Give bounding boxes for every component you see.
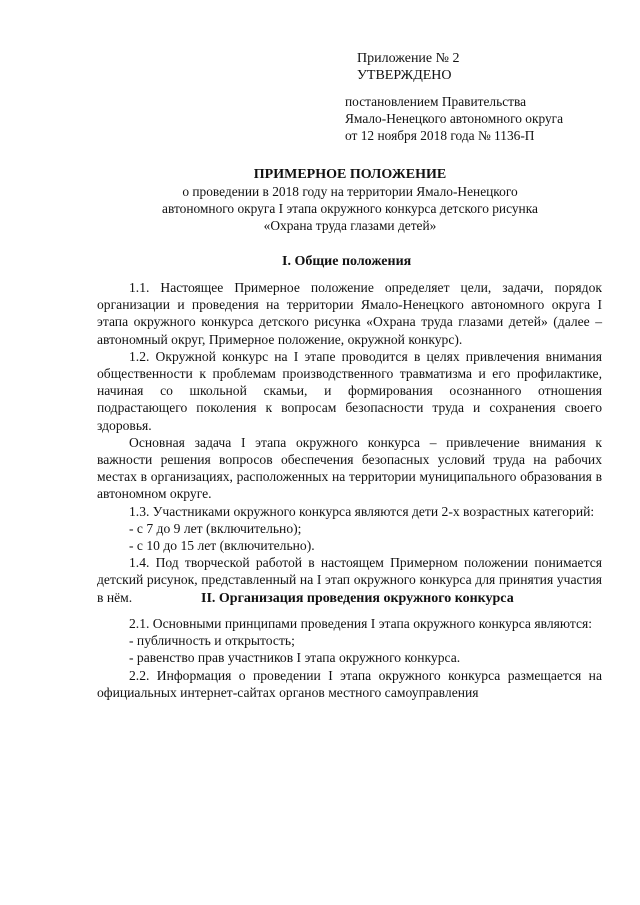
- paragraph-main-task: Основная задача I этапа окружного конкурса – привлечение внимания к важности решения вопросов обеспечения безопасных условий труда на рабочих местах в организациях, расположенных на территории муниципального образования в автономном округе.: [97, 434, 602, 502]
- list-item: - с 10 до 15 лет (включительно).: [129, 538, 315, 554]
- paragraph-2-2: 2.2. Информация о проведении I этапа окружного конкурса размещается на официальных интернет-сайтах органов местного самоуправления: [97, 667, 602, 700]
- approved-stamp: УТВЕРЖДЕНО: [357, 68, 452, 83]
- decree-line: постановлением Правительства: [345, 94, 527, 109]
- document-title: [100, 166, 600, 234]
- paragraph-1-2: 1.2. Окружной конкурс на I этапе проводится в целях привлечения внимания общественности к проблемам производственного травматизма и его профилактике, начиная со школьной скамьи, и формирования осознанного отношения подрастающего поколения к вопросам безопасности труда и сохранения своего здоровья.: [97, 348, 602, 433]
- appendix-number: Приложение № 2: [357, 51, 460, 66]
- title-line: «Охрана труда глазами детей»: [263, 218, 437, 233]
- decree-line: от 12 ноября 2018 года № 1136-П: [345, 128, 535, 143]
- paragraph-2-1: 2.1. Основными принципами проведения I этапа окружного конкурса являются:: [129, 616, 593, 631]
- section-1-heading: I. Общие положения: [282, 254, 412, 269]
- section-1-body: [97, 279, 602, 606]
- title-main: ПРИМЕРНОЕ ПОЛОЖЕНИЕ: [253, 167, 447, 182]
- list-item: - публичность и открытость;: [129, 633, 295, 649]
- decree-reference: [345, 93, 563, 144]
- paragraph-1-1: 1.1. Настоящее Примерное положение определяет цели, задачи, порядок организации и проведения на территории Ямало-Ненецкого автономного округа I этапа окружного конкурса детского рисунка «Охрана труда глазами детей» (далее – автономный округ, Примерное положение, окружной конкурс).: [97, 280, 602, 347]
- paragraph-1-4: 1.4. Под творческой работой в настоящем Примерном положении понимается детский рисунок, представленный на I этап окружного конкурса для принятия участия в нём.: [97, 555, 602, 605]
- appendix-header: [357, 50, 460, 84]
- list-item: - с 7 до 9 лет (включительно);: [129, 520, 302, 536]
- section-2-body: [97, 615, 602, 701]
- title-line: автономного округа I этапа окружного конкурса детского рисунка: [162, 201, 538, 216]
- paragraph-1-3: 1.3. Участниками окружного конкурса являются дети 2-х возрастных категорий:: [129, 503, 595, 519]
- decree-line: Ямало-Ненецкого автономного округа: [345, 111, 564, 126]
- section-2-heading: II. Организация проведения окружного конкурса: [201, 591, 514, 606]
- list-item: - равенство прав участников I этапа окружного конкурса.: [129, 650, 461, 666]
- title-line: о проведении в 2018 году на территории Ямало-Ненецкого: [182, 184, 518, 199]
